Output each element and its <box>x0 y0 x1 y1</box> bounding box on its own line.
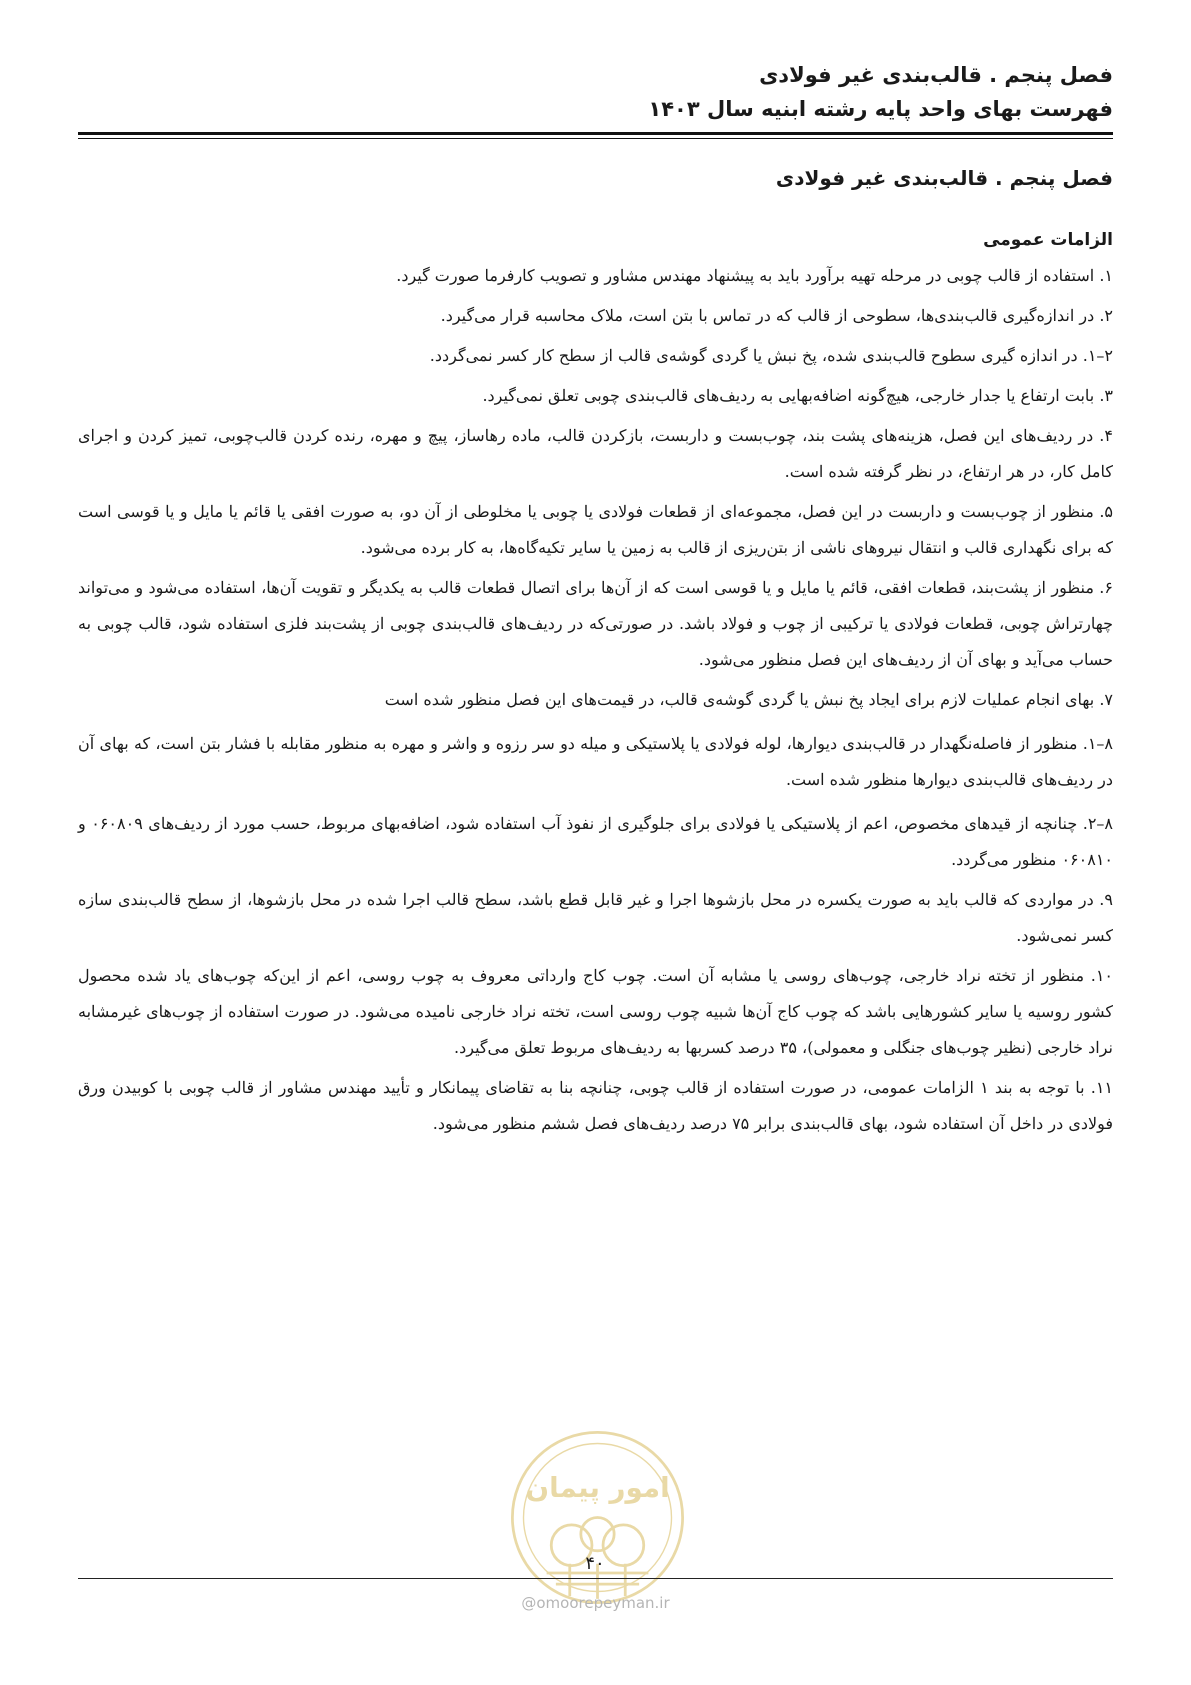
paragraph-2: ۲. در اندازه‌گیری قالب‌بندی‌ها، سطوحی از قالب که در تماس با بتن است، ملاک محاسبه قرار می‌گیرد. <box>440 306 1113 325</box>
paragraph-8-1: ۸–۱. منظور از فاصله‌نگهدار در قالب‌بندی دیوارها، لوله فولادی یا پلاستیکی و میله دو سر رزوه و واشر و مهره به منظور مقابله با فشار بتن است، که بهای آن در ردیف‌های قالب‌بندی دیوارها منظور شده است. <box>78 734 1114 789</box>
section-title: الزامات عمومی <box>983 230 1113 250</box>
paragraph-1: ۱. استفاده از قالب چوبی در مرحله تهیه برآورد باید به پیشنهاد مهندس مشاور و تصویب کارفرما صورت گیرد. <box>396 266 1113 285</box>
chapter-title: فصل پنجم . قالب‌بندی غیر فولادی <box>775 166 1113 190</box>
watermark-logo-icon <box>505 1425 690 1610</box>
paragraph-10: ۱۰. منظور از تخته نراد خارجی، چوب‌های روسی یا مشابه آن است. چوب کاج وارداتی معروف به چوب روسی، اعم از این‌که چوب‌های یاد شده محصول کشور روسیه یا سایر کشورهایی باشد که چوب کاج آن‌ها شبیه چوب روسی است، تخته نراد خارجی نامیده می‌شود. در صورت استفاده از چوب‌های غیرمشابه نراد خارجی (نظیر چوب‌های جنگلی و معمولی)، ۳۵ درصد کسربها به ردیف‌های مربوط تعلق می‌گیرد. <box>78 966 1113 1057</box>
paragraph-2-1: ۲–۱. در اندازه گیری سطوح قالب‌بندی شده، پخ نبش یا گردی گوشه‌ی قالب از سطح کار کسر نمی‌گردد. <box>429 346 1113 365</box>
header-document-title: فهرست بهای واحد پایه رشته ابنیه سال ۱۴۰۳ <box>648 97 1113 121</box>
watermark-logo-text: امور پیمان <box>525 1471 670 1505</box>
paragraph-6: ۶. منظور از پشت‌بند، قطعات افقی، قائم یا مایل و یا قوسی است که از آن‌ها برای اتصال قطعات قالب به یکدیگر و تقویت آن‌ها، استفاده می‌شود و می‌تواند چهارتراش چوبی، قطعات فولادی یا ترکیبی از چوب و فولاد باشد. در صورتی‌که در ردیف‌های قالب‌بندی چوبی از پشت‌بند فلزی استفاده شود، قالب چوبی به حساب می‌آید و بهای آن از ردیف‌های این فصل منظور می‌شود. <box>78 578 1113 669</box>
paragraph-4: ۴. در ردیف‌های این فصل، هزینه‌های پشت بند، چوب‌بست و داربست، بازکردن قالب، ماده رهاساز، پیچ و مهره، رنده کردن قالب‌چوبی، تمیز کردن و اجرای کامل کار، در هر ارتفاع، در نظر گرفته شده است. <box>78 426 1113 481</box>
paragraph-8-2: ۸–۲. چنانچه از قیدهای مخصوص، اعم از پلاستیکی یا فولادی برای جلوگیری از نفوذ آب استفاده شود، اضافه‌بهای مربوط، حسب مورد از ردیف‌های ۰۶۰۸۰۹ و ۰۶۰۸۱۰ منظور می‌گردد. <box>78 814 1114 869</box>
footer-rule <box>78 1578 1113 1579</box>
paragraph-9: ۹. در مواردی که قالب باید به صورت یکسره در محل بازشوها اجرا و غیر قابل قطع باشد، سطح قالب اجرا شده در محل بازشوها، از سطح قالب‌بندی سازه کسر نمی‌شود. <box>78 890 1113 945</box>
paragraph-7: ۷. بهای انجام عملیات لازم برای ایجاد پخ نبش یا گردی گوشه‌ی قالب، در قیمت‌های این فصل منظور شده است <box>384 690 1113 709</box>
paragraph-11: ۱۱. با توجه به بند ۱ الزامات عمومی، در صورت استفاده از قالب چوبی، چنانچه بنا به تقاضای پیمانکار و تأیید مهندس مشاور از قالب چوبی با کوبیدن ورق فولادی در داخل آن استفاده شود، بهای قالب‌بندی برابر ۷۵ درصد ردیف‌های فصل ششم منظور می‌شود. <box>78 1078 1113 1133</box>
paragraph-5: ۵. منظور از چوب‌بست و داربست در این فصل، مجموعه‌ای از قطعات فولادی یا چوبی یا مخلوطی از آن دو، به صورت افقی یا قائم یا مایل و یا قوسی است که برای نگهداری قالب و انتقال نیروهای ناشی از بتن‌ریزی از قالب به زمین یا سایر تکیه‌گاه‌ها، به کار برده می‌شود. <box>78 502 1114 557</box>
page-body <box>78 160 1113 1146</box>
header-rule-thin <box>78 138 1113 139</box>
header-chapter-title: فصل پنجم . قالب‌بندی غیر فولادی <box>759 63 1113 87</box>
footer-website: @omoorepeyman.ir <box>521 1594 670 1612</box>
page-number: ۴۰ <box>585 1553 605 1574</box>
page-header <box>78 58 1113 126</box>
paragraph-3: ۳. بابت ارتفاع یا جدار خارجی، هیچ‌گونه اضافه‌بهایی به ردیف‌های قالب‌بندی چوبی تعلق نمی‌گیرد. <box>482 386 1113 405</box>
header-rule-thick <box>78 132 1113 135</box>
